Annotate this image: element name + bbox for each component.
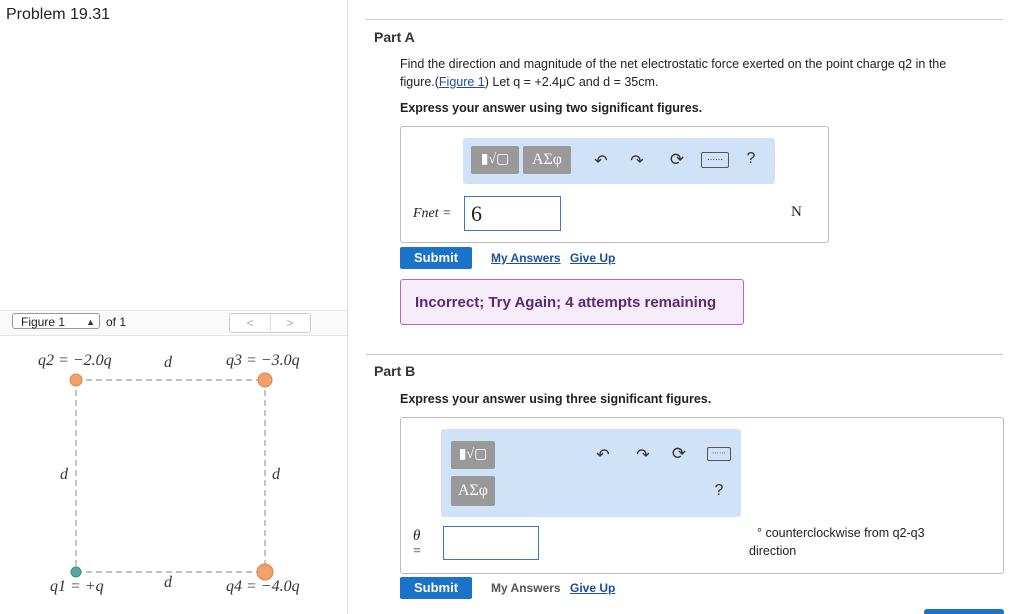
keyboard-icon[interactable]: ⋯⋯: [707, 447, 731, 461]
part-b-instruction: Express your answer using three significant figures.: [400, 392, 712, 406]
figure-count: of 1: [106, 315, 127, 329]
figure-pager: [229, 313, 311, 333]
part-b-submit-button[interactable]: Submit: [400, 577, 472, 599]
charge-square-diagram: [0, 340, 347, 614]
undo-icon[interactable]: ↶: [594, 153, 608, 170]
help-button[interactable]: ?: [746, 150, 756, 167]
part-a-give-up-link[interactable]: Give Up: [570, 251, 616, 265]
q2-label: q2 = −2.0q: [38, 352, 112, 369]
question-suffix: ) Let q = +2.4μC and d = 35cm.: [484, 75, 659, 89]
question-prefix: figure.(: [400, 75, 439, 89]
templates-button[interactable]: ▮√▢: [471, 146, 519, 174]
fnet-input[interactable]: [464, 196, 561, 231]
bottom-button-edge[interactable]: [924, 609, 1004, 614]
charge-q3: [258, 373, 272, 387]
theta-unit-line2: direction: [749, 544, 797, 558]
theta-input[interactable]: [443, 526, 539, 560]
redo-icon[interactable]: ↷: [636, 447, 650, 464]
next-figure-button[interactable]: >: [286, 316, 294, 330]
undo-icon[interactable]: ↶: [596, 447, 610, 464]
help-button[interactable]: ?: [714, 482, 724, 499]
theta-label: θ: [413, 528, 421, 544]
part-a-answer-box: [400, 126, 829, 243]
reset-icon[interactable]: ⟳: [669, 150, 685, 169]
updown-icon: ▲: [86, 317, 95, 327]
figure-select[interactable]: [12, 313, 100, 329]
top-d-label: d: [164, 354, 172, 371]
part-a-my-answers-link[interactable]: My Answers: [491, 251, 561, 265]
math-toolbar: [441, 429, 741, 517]
part-b-title: Part B: [374, 363, 416, 379]
part-a-divider: [366, 19, 1003, 20]
part-a-instruction: Express your answer using two significant figures.: [400, 101, 703, 115]
figure-1-link[interactable]: Figure 1: [438, 75, 485, 89]
fnet-label: Fnet =: [413, 206, 452, 221]
left-d-label: d: [60, 466, 68, 483]
charge-q1: [71, 567, 81, 577]
reset-icon[interactable]: ⟳: [671, 444, 687, 463]
figure-select-value: Figure 1: [21, 315, 66, 329]
fnet-input-value: 6: [471, 201, 482, 226]
redo-icon[interactable]: ↷: [630, 153, 644, 170]
bottom-d-label: d: [164, 574, 172, 591]
part-b-divider: [366, 354, 1003, 355]
figure-pane: [0, 0, 348, 614]
right-d-label: d: [272, 466, 280, 483]
previous-figure-button[interactable]: <: [230, 314, 271, 332]
templates-button[interactable]: ▮√▢: [451, 441, 495, 469]
greek-symbols-button[interactable]: ΑΣφ: [451, 476, 495, 506]
q3-label: q3 = −3.0q: [226, 352, 300, 369]
part-b-give-up-link[interactable]: Give Up: [570, 581, 616, 595]
fnet-unit: N: [791, 204, 802, 220]
part-a-question-line1: Find the direction and magnitude of the net electrostatic force exerted on the point charge q2 in the: [400, 57, 947, 71]
math-toolbar: [463, 138, 775, 184]
theta-unit-line1: ° counterclockwise from q2-q3: [757, 526, 925, 540]
part-a-title: Part A: [374, 29, 415, 45]
part-a-question-line2: [400, 75, 658, 89]
q1-label: q1 = +q: [50, 578, 104, 595]
charge-q2: [70, 374, 82, 386]
theta-equals: =: [413, 544, 421, 559]
problem-title: Problem 19.31: [6, 6, 111, 23]
greek-symbols-button[interactable]: ΑΣφ: [523, 146, 571, 174]
part-b-answer-box: [400, 417, 1004, 574]
part-b-my-answers-label: My Answers: [491, 581, 561, 595]
q4-label: q4 = −4.0q: [226, 578, 300, 595]
keyboard-icon[interactable]: ⋯⋯: [701, 152, 729, 168]
part-a-submit-button[interactable]: Submit: [400, 247, 472, 269]
part-a-feedback: Incorrect; Try Again; 4 attempts remaining: [400, 279, 744, 325]
